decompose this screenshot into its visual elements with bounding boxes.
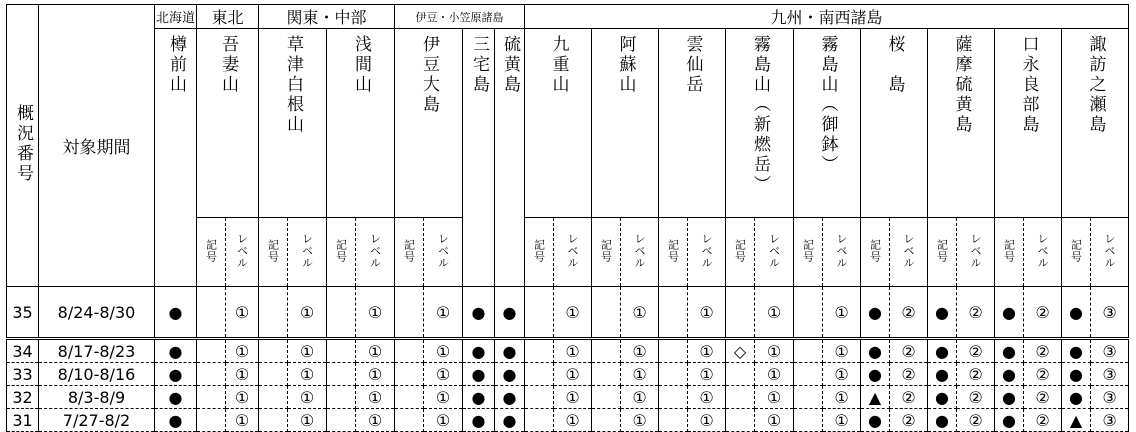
volcano-miyake: 三宅島 — [463, 29, 495, 287]
sub-sym: 記号 — [861, 218, 890, 287]
cell-aso-level: ① — [621, 287, 659, 339]
sub-sym: 記号 — [259, 218, 288, 287]
cell-satsuma-level: ② — [957, 339, 995, 363]
volcano-suwanose: 諏訪之瀬島 — [1062, 29, 1129, 218]
cell-unzen-symbol — [659, 409, 688, 432]
volcano-aso: 阿蘇山 — [592, 29, 659, 218]
cell-ohachi-symbol — [794, 339, 823, 363]
cell-aso-level: ① — [621, 363, 659, 386]
row-no: 31 — [7, 409, 39, 432]
cell-azuma-level: ① — [226, 287, 259, 339]
cell-iwo: ● — [495, 287, 525, 339]
cell-asama-level: ① — [356, 287, 395, 339]
sub-lvl: レベル — [424, 218, 463, 287]
cell-izuoshima-level: ① — [424, 363, 463, 386]
cell-satsuma-symbol: ● — [928, 287, 957, 339]
sub-lvl: レベル — [554, 218, 592, 287]
cell-izuoshima-symbol — [395, 287, 424, 339]
volcano-kusatsu: 草津白根山 — [259, 29, 327, 218]
cell-miyake: ● — [463, 339, 495, 363]
cell-kusatsu-symbol — [259, 339, 288, 363]
row-period: 7/27-8/2 — [39, 409, 155, 432]
row-period: 8/24-8/30 — [39, 287, 155, 339]
cell-ohachi-level: ① — [823, 386, 861, 409]
sub-sym: 記号 — [395, 218, 424, 287]
cell-aso-level: ① — [621, 386, 659, 409]
sub-sym: 記号 — [794, 218, 823, 287]
cell-asama-symbol — [327, 409, 356, 432]
cell-sakura-level: ② — [890, 339, 928, 363]
region-tohoku: 東北 — [197, 5, 259, 29]
cell-sakura-symbol: ● — [861, 363, 890, 386]
cell-azuma-symbol — [197, 363, 226, 386]
row-no: 33 — [7, 363, 39, 386]
cell-azuma-level: ① — [226, 363, 259, 386]
cell-shinmoe-symbol — [726, 287, 755, 339]
sub-lvl: レベル — [890, 218, 928, 287]
cell-asama-symbol — [327, 363, 356, 386]
sub-lvl: レベル — [226, 218, 259, 287]
volcano-alert-table — [6, 4, 1129, 432]
cell-tarumae: ● — [155, 339, 197, 363]
cell-ohachi-symbol — [794, 363, 823, 386]
cell-izuoshima-level: ① — [424, 339, 463, 363]
cell-kuju-symbol — [525, 339, 554, 363]
cell-ohachi-symbol — [794, 386, 823, 409]
cell-kuju-symbol — [525, 409, 554, 432]
cell-ohachi-symbol — [794, 409, 823, 432]
sub-lvl: レベル — [621, 218, 659, 287]
cell-unzen-level: ① — [688, 409, 726, 432]
cell-miyake: ● — [463, 363, 495, 386]
cell-izuoshima-symbol — [395, 409, 424, 432]
table-row — [7, 386, 1129, 409]
cell-shinmoe-symbol: ◇ — [726, 339, 755, 363]
cell-tarumae: ● — [155, 386, 197, 409]
cell-ohachi-level: ① — [823, 339, 861, 363]
sub-sym: 記号 — [197, 218, 226, 287]
cell-suwanose-symbol: ● — [1062, 339, 1091, 363]
cell-ohachi-symbol — [794, 287, 823, 339]
cell-unzen-level: ① — [688, 339, 726, 363]
volcano-sakura: 桜 島 — [861, 29, 928, 218]
cell-suwanose-level: ③ — [1091, 386, 1129, 409]
cell-iwo: ● — [495, 386, 525, 409]
sub-lvl: レベル — [1091, 218, 1129, 287]
cell-satsuma-level: ② — [957, 409, 995, 432]
cell-suwanose-symbol: ● — [1062, 386, 1091, 409]
cell-sakura-symbol: ▲ — [861, 386, 890, 409]
row-period: 8/10-8/16 — [39, 363, 155, 386]
cell-azuma-level: ① — [226, 339, 259, 363]
cell-shinmoe-level: ① — [755, 409, 794, 432]
volcano-satsuma: 薩摩硫黄島 — [928, 29, 995, 218]
cell-iwo: ● — [495, 363, 525, 386]
cell-aso-level: ① — [621, 409, 659, 432]
cell-asama-symbol — [327, 339, 356, 363]
cell-unzen-level: ① — [688, 363, 726, 386]
row-period: 8/17-8/23 — [39, 339, 155, 363]
cell-satsuma-symbol: ● — [928, 339, 957, 363]
cell-kuju-symbol — [525, 386, 554, 409]
cell-unzen-symbol — [659, 386, 688, 409]
cell-kuju-level: ① — [554, 363, 592, 386]
cell-aso-symbol — [592, 363, 621, 386]
cell-kuchinoerabu-symbol: ● — [995, 363, 1024, 386]
cell-satsuma-level: ② — [957, 287, 995, 339]
cell-asama-symbol — [327, 287, 356, 339]
sub-lvl: レベル — [755, 218, 794, 287]
cell-kuju-level: ① — [554, 409, 592, 432]
cell-miyake: ● — [463, 409, 495, 432]
cell-aso-level: ① — [621, 339, 659, 363]
cell-kuchinoerabu-symbol: ● — [995, 386, 1024, 409]
cell-kuju-level: ① — [554, 339, 592, 363]
sub-sym: 記号 — [327, 218, 356, 287]
cell-azuma-level: ① — [226, 386, 259, 409]
volcano-izuoshima: 伊豆大島 — [395, 29, 463, 218]
cell-shinmoe-level: ① — [755, 386, 794, 409]
table-row — [7, 363, 1129, 386]
cell-kusatsu-symbol — [259, 409, 288, 432]
cell-kuju-symbol — [525, 363, 554, 386]
cell-kuchinoerabu-level: ② — [1024, 386, 1062, 409]
cell-sakura-symbol: ● — [861, 409, 890, 432]
cell-tarumae: ● — [155, 409, 197, 432]
row-no: 32 — [7, 386, 39, 409]
cell-izuoshima-level: ① — [424, 287, 463, 339]
volcano-asama: 浅間山 — [327, 29, 395, 218]
cell-ohachi-level: ① — [823, 287, 861, 339]
cell-kusatsu-level: ① — [288, 386, 327, 409]
cell-kusatsu-level: ① — [288, 287, 327, 339]
volcano-tarumae: 樽前山 — [155, 29, 197, 287]
cell-kuchinoerabu-symbol: ● — [995, 339, 1024, 363]
cell-tarumae: ● — [155, 363, 197, 386]
cell-kuchinoerabu-level: ② — [1024, 339, 1062, 363]
volcano-kuchinoerabu: 口永良部島 — [995, 29, 1062, 218]
region-kyushu: 九州・南西諸島 — [525, 5, 1129, 29]
cell-kuchinoerabu-level: ② — [1024, 363, 1062, 386]
sub-lvl: レベル — [356, 218, 395, 287]
cell-sakura-level: ② — [890, 363, 928, 386]
table-row — [7, 409, 1129, 432]
cell-kusatsu-symbol — [259, 363, 288, 386]
cell-izuoshima-symbol — [395, 363, 424, 386]
cell-satsuma-symbol: ● — [928, 386, 957, 409]
cell-sakura-symbol: ● — [861, 339, 890, 363]
cell-aso-symbol — [592, 339, 621, 363]
cell-iwo: ● — [495, 339, 525, 363]
table-row — [7, 287, 1129, 339]
cell-satsuma-level: ② — [957, 386, 995, 409]
cell-sakura-level: ② — [890, 409, 928, 432]
cell-aso-symbol — [592, 386, 621, 409]
cell-shinmoe-symbol — [726, 363, 755, 386]
cell-kuchinoerabu-symbol: ● — [995, 287, 1024, 339]
cell-sakura-symbol: ● — [861, 287, 890, 339]
volcano-unzen: 雲仙岳 — [659, 29, 726, 218]
cell-asama-level: ① — [356, 339, 395, 363]
sub-sym: 記号 — [592, 218, 621, 287]
cell-shinmoe-level: ① — [755, 339, 794, 363]
region-kanto: 関東・中部 — [259, 5, 395, 29]
sub-lvl: レベル — [823, 218, 861, 287]
cell-kuju-symbol — [525, 287, 554, 339]
cell-shinmoe-symbol — [726, 409, 755, 432]
cell-satsuma-symbol: ● — [928, 363, 957, 386]
cell-shinmoe-level: ① — [755, 363, 794, 386]
cell-suwanose-symbol: ● — [1062, 287, 1091, 339]
cell-azuma-symbol — [197, 386, 226, 409]
sub-sym: 記号 — [726, 218, 755, 287]
cell-aso-symbol — [592, 409, 621, 432]
volcano-shinmoe: 霧島山（新燃岳） — [726, 29, 794, 218]
cell-kusatsu-symbol — [259, 287, 288, 339]
cell-azuma-symbol — [197, 339, 226, 363]
cell-suwanose-level: ③ — [1091, 409, 1129, 432]
cell-izuoshima-symbol — [395, 339, 424, 363]
sub-sym: 記号 — [928, 218, 957, 287]
cell-suwanose-symbol: ● — [1062, 363, 1091, 386]
cell-unzen-symbol — [659, 363, 688, 386]
cell-kusatsu-symbol — [259, 386, 288, 409]
region-hokkaido: 北海道 — [155, 5, 197, 29]
row-no: 34 — [7, 339, 39, 363]
cell-miyake: ● — [463, 287, 495, 339]
header-no: 概況番号 — [7, 5, 39, 287]
volcano-azuma: 吾妻山 — [197, 29, 259, 218]
cell-asama-level: ① — [356, 386, 395, 409]
cell-tarumae: ● — [155, 287, 197, 339]
sub-sym: 記号 — [525, 218, 554, 287]
cell-kusatsu-level: ① — [288, 363, 327, 386]
sub-lvl: レベル — [957, 218, 995, 287]
cell-shinmoe-level: ① — [755, 287, 794, 339]
cell-asama-level: ① — [356, 363, 395, 386]
cell-unzen-symbol — [659, 287, 688, 339]
cell-miyake: ● — [463, 386, 495, 409]
cell-ohachi-level: ① — [823, 409, 861, 432]
cell-sakura-level: ② — [890, 386, 928, 409]
volcano-table-wrapper — [6, 4, 1129, 432]
cell-shinmoe-symbol — [726, 386, 755, 409]
cell-suwanose-level: ③ — [1091, 339, 1129, 363]
cell-iwo: ● — [495, 409, 525, 432]
cell-kuchinoerabu-level: ② — [1024, 287, 1062, 339]
cell-aso-symbol — [592, 287, 621, 339]
cell-kuju-level: ① — [554, 287, 592, 339]
row-period: 8/3-8/9 — [39, 386, 155, 409]
cell-kuchinoerabu-symbol: ● — [995, 409, 1024, 432]
cell-azuma-symbol — [197, 287, 226, 339]
cell-suwanose-level: ③ — [1091, 287, 1129, 339]
cell-asama-level: ① — [356, 409, 395, 432]
cell-suwanose-level: ③ — [1091, 363, 1129, 386]
region-izu: 伊豆・小笠原諸島 — [395, 5, 525, 29]
cell-unzen-level: ① — [688, 287, 726, 339]
cell-kusatsu-level: ① — [288, 339, 327, 363]
row-no: 35 — [7, 287, 39, 339]
volcano-kuju: 九重山 — [525, 29, 592, 218]
cell-satsuma-symbol: ● — [928, 409, 957, 432]
cell-kuju-level: ① — [554, 386, 592, 409]
sub-lvl: レベル — [1024, 218, 1062, 287]
sub-sym: 記号 — [1062, 218, 1091, 287]
volcano-ohachi: 霧島山（御鉢） — [794, 29, 861, 218]
cell-kusatsu-level: ① — [288, 409, 327, 432]
cell-kuchinoerabu-level: ② — [1024, 409, 1062, 432]
sub-lvl: レベル — [688, 218, 726, 287]
cell-izuoshima-level: ① — [424, 386, 463, 409]
cell-unzen-symbol — [659, 339, 688, 363]
data-rows — [7, 287, 1129, 432]
cell-suwanose-symbol: ▲ — [1062, 409, 1091, 432]
cell-sakura-level: ② — [890, 287, 928, 339]
cell-unzen-level: ① — [688, 386, 726, 409]
cell-izuoshima-symbol — [395, 386, 424, 409]
sub-sym: 記号 — [995, 218, 1024, 287]
cell-azuma-symbol — [197, 409, 226, 432]
volcano-iwo: 硫黄島 — [495, 29, 525, 287]
cell-azuma-level: ① — [226, 409, 259, 432]
header-period: 対象期間 — [39, 5, 155, 287]
sub-lvl: レベル — [288, 218, 327, 287]
table-row — [7, 339, 1129, 363]
cell-asama-symbol — [327, 386, 356, 409]
sub-sym: 記号 — [659, 218, 688, 287]
cell-ohachi-level: ① — [823, 363, 861, 386]
cell-izuoshima-level: ① — [424, 409, 463, 432]
cell-satsuma-level: ② — [957, 363, 995, 386]
